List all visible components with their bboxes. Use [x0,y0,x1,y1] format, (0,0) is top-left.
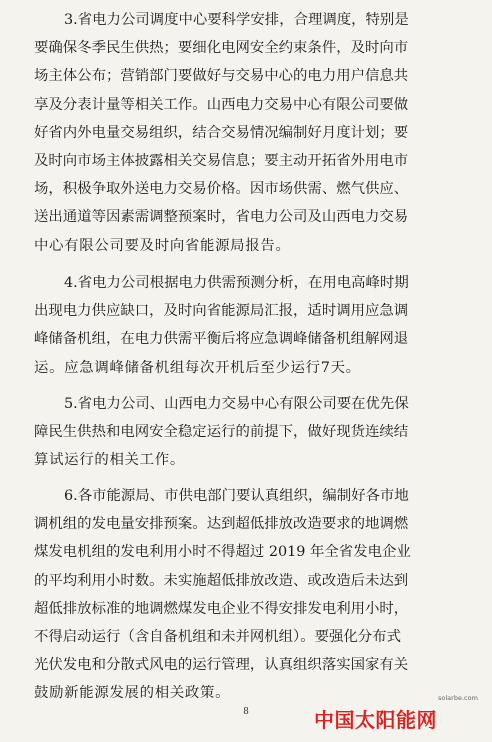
text-line: 好省内外电量交易组织，结合交易情况编制好月度计划；要 [34,124,409,141]
text-line: 峰储备机组，在电力供需平衡后将应急调峰储备机组解网退 [34,331,409,348]
paragraph-6 [34,482,466,708]
text-line: 运。应急调峰储备机组每次开机后至少运行7天。 [34,359,361,376]
text-line: 的平均利用小时数。未实施超低排放改造、或改造后未达到 [34,572,409,589]
text-line: 场主体公布；营销部门要做好与交易中心的电力用户信息共 [34,68,409,85]
text-line: 煤发电机组的发电利用小时不得超过 2019 年全省发电企业 [34,544,411,561]
text-line: 要确保冬季民生供热；要细化电网安全约束条件，及时向市 [34,40,409,57]
text-line: 鼓励新能源发展的相关政策。 [34,685,231,702]
text-line: 中心有限公司要及时向省能源局报告。 [34,237,291,254]
paragraph-3 [34,6,466,260]
text-line: 送出通道等因素需调整预案时，省电力公司及山西电力交易 [34,209,409,226]
corner-watermark-text: solarbe.com [438,694,478,702]
text-line: 算试运行的相关工作。 [34,452,185,469]
text-line: 3.省电力公司调度中心要科学安排，合理调度，特别是 [64,12,409,28]
text-line: 6.各市能源局、市供电部门要认真组织，编制好各市地 [64,488,409,504]
text-line: 超低排放标准的地调燃煤发电企业不得安排发电利用小时， [34,600,409,617]
text-line: 4.省电力公司根据电力供需预测分析，在用电高峰时期 [64,275,409,291]
page-number: 8 [243,707,249,717]
site-watermark: 中国太阳能网 [314,708,437,732]
paragraph-4 [34,269,466,382]
text-line: 及时向市场主体披露相关交易信息；要主动开拓省外用电市 [34,152,409,169]
text-line: 5.省电力公司、山西电力交易中心有限公司要在优先保 [64,396,409,412]
text-line: 享及分表计量等相关工作。山西电力交易中心有限公司要做 [34,96,409,113]
text-line: 障民生供热和电网安全稳定运行的前提下，做好现货连续结 [34,424,409,441]
text-line: 场，积极争取外送电力交易价格。因市场供需、燃气供应、 [34,181,409,198]
text-line: 出现电力供应缺口，及时向省能源局汇报，适时调用应急调 [34,303,409,320]
text-line: 调机组的发电量安排预案。达到超低排放改造要求的地调燃 [34,516,409,533]
text-line: 不得启动运行（含自备机组和未并网机组）。要强化分布式 [34,628,401,645]
paragraph-5 [34,390,466,475]
text-line: 光伏发电和分散式风电的运行管理，认真组织落实国家有关 [34,657,409,674]
